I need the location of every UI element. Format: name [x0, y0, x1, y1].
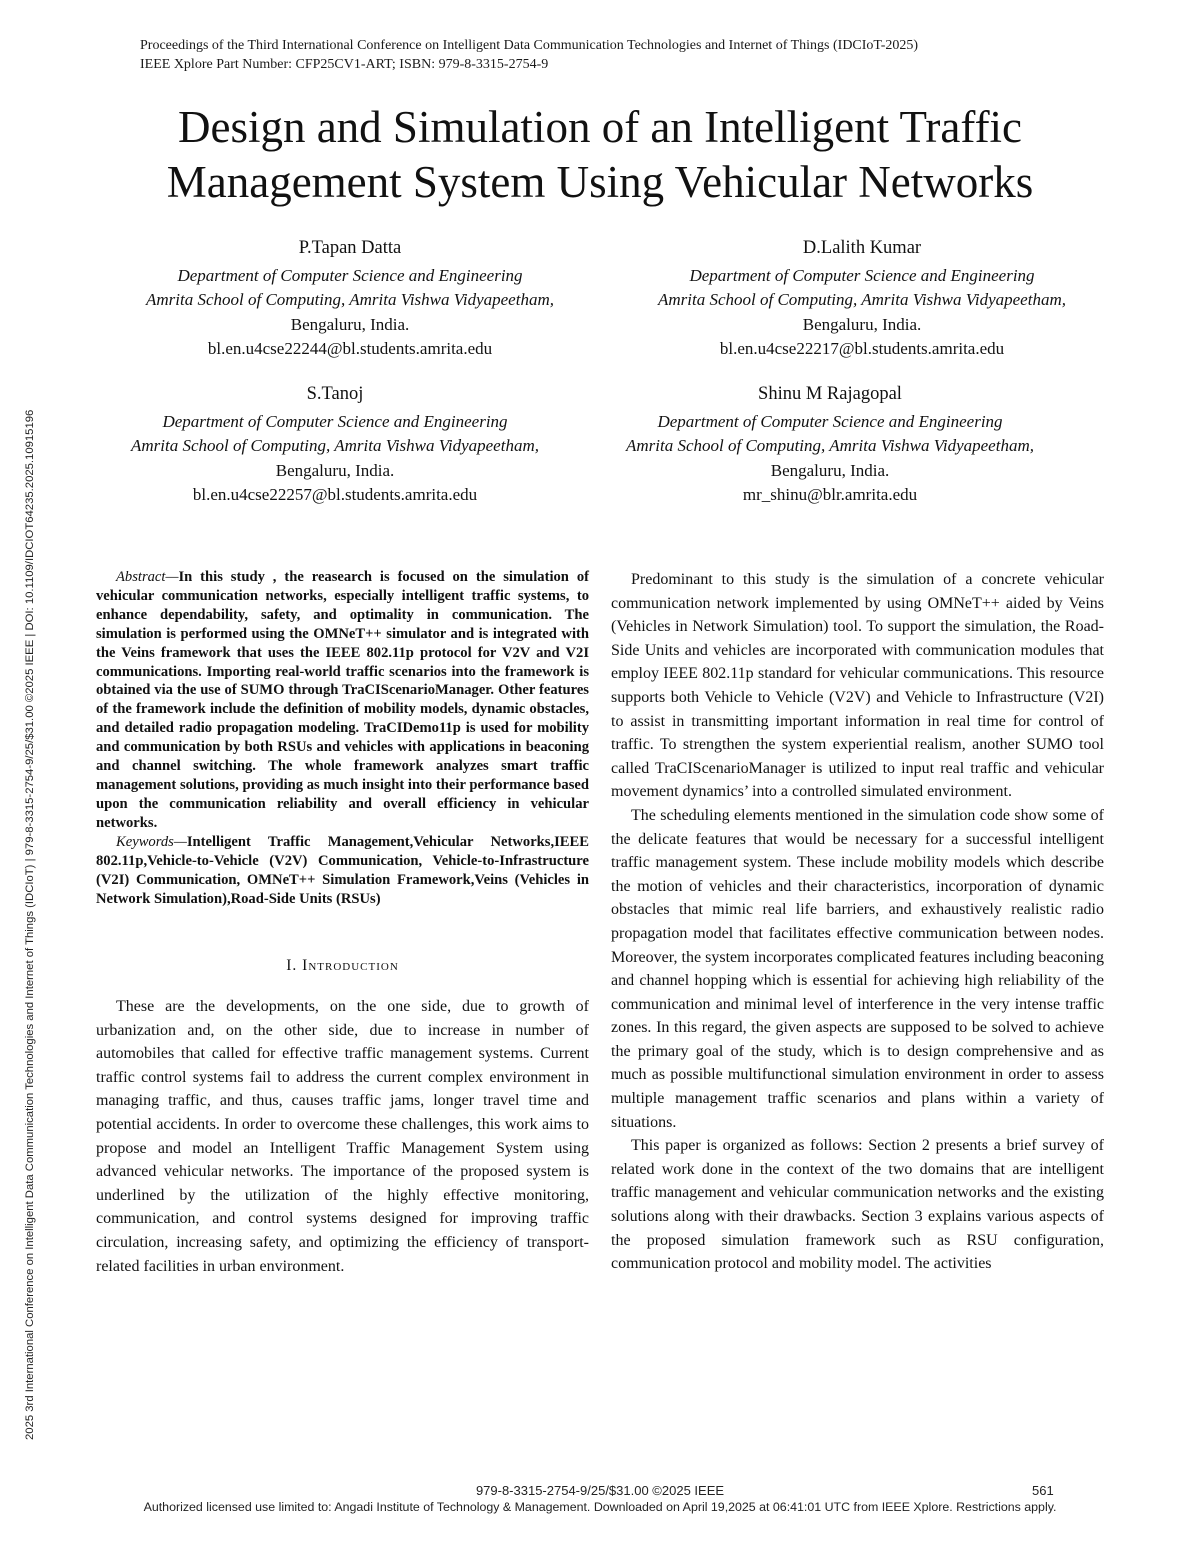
- conference-line: Proceedings of the Third International Conference on Intelligent Data Communication Technologies and Internet of Things (IDCIoT-2025): [140, 38, 919, 53]
- author-name: Shinu M Rajagopal: [758, 384, 902, 404]
- abstract: [96, 568, 589, 833]
- right-paragraph-3: This paper is organized as follows: Section 2 presents a brief survey of related work done in the context of the two domains that are intelligent traffic management and vehicular communication networks and the existing solutions along with their drawbacks. Section 3 explains various aspects of the proposed simulation framework such as RSU configuration, communication protocol and mobility model. The activities: [611, 1137, 1104, 1273]
- paper-title: [60, 100, 1140, 210]
- author-email: mr_shinu@blr.amrita.edu: [742, 485, 918, 504]
- title-line-1: Design and Simulation of an Intelligent Traffic: [177, 102, 1023, 152]
- author-school: Amrita School of Computing, Amrita Vishwa Vidyapeetham,: [146, 290, 554, 309]
- isbn-line: IEEE Xplore Part Number: CFP25CV1-ART; ISBN: 979-8-3315-2754-9: [140, 57, 549, 72]
- author-dept: Department of Computer Science and Engineering: [657, 411, 1003, 431]
- author-school: Amrita School of Computing, Amrita Vishwa Vidyapeetham,: [626, 436, 1034, 455]
- author-city: Bengaluru, India.: [770, 460, 890, 480]
- author-block-4: [570, 382, 1090, 508]
- abstract-lead: Abstract—: [116, 569, 179, 585]
- author-email: bl.en.u4cse22217@bl.students.amrita.edu: [719, 339, 1005, 358]
- author-block-2: [602, 236, 1122, 362]
- doi-sidebar: 2025 3rd International Conference on Intelligent Data Communication Technologies and Internet of Things (IDCIoT) | 979-8-3315-2754-9/25/$31.00 ©2025 IEEE | DOI: 10.1109/IDCIOT64235.2025.10915196: [24, 409, 36, 1440]
- author-city: Bengaluru, India.: [802, 314, 922, 334]
- keywords-lead: Keywords—: [116, 833, 187, 850]
- abstract-text: In this study , the reasearch is focused on the simulation of vehicular communication networks, especially intelligent traffic systems, to enhance dependability, safety, and optimality in communication. The simulation is performed using the OMNeT++ simulator and is integrated with the Veins framework that uses the IEEE 802.11p protocol for V2V and V2I communications. Importing real-world traffic scenarios into the framework is obtained via the use of SUMO through TraCIScenarioManager. Other features of the framework include the definition of mobility models, dynamic obstacles, and detailed radio propagation modeling. TraCIDemo11p is used for mobility and communication by both RSUs and vehicles with applications in beaconing and channel switching. The whole framework analyzes smart traffic management solutions, providing as much insight into their performance based upon the communication reliability and overall efficiency in vehicular networks.: [96, 569, 589, 831]
- right-paragraph-2: The scheduling elements mentioned in the simulation code show some of the delicate features that would be necessary for a successful intelligent traffic management system. These include mobility models which describe the motion of vehicles and their characteristics, incorporation of dynamic obstacles that mimic real life barriers, and exhaustively realistic radio propagation model that facilitates effective communication between nodes. Moreover, the system incorporates complicated features including beaconing and channel hopping which is essential for achieving high reliability of the communication and minimal level of interference in the very intense traffic zones. In this regard, the given aspects are supposed to be solved to achieve the primary goal of the study, which is to design comprehensive and as much as possible multifunctional simulation environment in order to assess multiple management traffic scenarios and plans within a variety of situations.: [611, 806, 1104, 1131]
- author-email: bl.en.u4cse22257@bl.students.amrita.edu: [192, 485, 478, 504]
- author-city: Bengaluru, India.: [275, 460, 395, 480]
- section-title: Introduction: [302, 956, 399, 974]
- intro-paragraph-1: These are the developments, on the one side, due to growth of urbanization and, on the other side, due to increase in number of automobiles that called for effective traffic management systems. Current traffic control systems fail to address the current complex environment in managing traffic, and thus, causes traffic jams, longer travel time and potential accidents. In order to overcome these challenges, this work aims to propose and model an Intelligent Traffic Management System using advanced vehicular networks. The importance of the proposed system is underlined by the utilization of the highly effective monitoring, communication, and control systems designed for improving traffic circulation, increasing safety, and optimizing the efficiency of transport-related facilities in urban environment.: [96, 998, 589, 1275]
- author-email: bl.en.u4cse22244@bl.students.amrita.edu: [207, 339, 493, 358]
- author-block-1: [90, 236, 610, 362]
- keywords-text: Intelligent Traffic Management,Vehicular Networks,IEEE 802.11p,Vehicle-to-Vehicle (V2V) Communication, Vehicle-to-Infrastructure (V2I) Communication, OMNeT++ Simulation Framework,Veins (Vehicles in Network Simulation),Road-Side Units (RSUs): [96, 833, 589, 908]
- author-name: D.Lalith Kumar: [802, 238, 922, 258]
- author-name: P.Tapan Datta: [298, 238, 402, 258]
- author-dept: Department of Computer Science and Engineering: [689, 265, 1035, 285]
- section-number: I.: [286, 956, 298, 974]
- right-paragraph-1: Predominant to this study is the simulation of a concrete vehicular communication network implemented by using OMNeT++ aided by Veins (Vehicles in Network Simulation) tool. To support the simulation, the Road-Side Units and vehicles are incorporated with communication modules that employ IEEE 802.11p standard for vehicular communications. This resource supports both Vehicle to Vehicle (V2V) and Vehicle to Infrastructure (V2I) to assist in transmitting important information in real time for control of traffic. To strengthen the system experiential realism, another SUMO tool called TraCIScenarioManager is utilized to input real traffic and vehicular movement dynamics’ into a controlled simulated environment.: [611, 571, 1104, 801]
- author-block-3: [75, 382, 595, 508]
- author-dept: Department of Computer Science and Engineering: [162, 411, 508, 431]
- page-number: 561: [1032, 1483, 1054, 1498]
- footer-license: Authorized licensed use limited to: Angadi Institute of Technology & Management. Downloaded on April 19,2025 at 06:41:01 UTC from IEEE Xplore. Restrictions apply.: [143, 1500, 1057, 1514]
- author-school: Amrita School of Computing, Amrita Vishwa Vidyapeetham,: [658, 290, 1066, 309]
- author-dept: Department of Computer Science and Engineering: [177, 265, 523, 285]
- left-column: [96, 568, 589, 1278]
- title-line-2: Management System Using Vehicular Networks: [166, 157, 1034, 207]
- author-school: Amrita School of Computing, Amrita Vishwa Vidyapeetham,: [131, 436, 539, 455]
- right-column: [611, 568, 1104, 1276]
- author-city: Bengaluru, India.: [290, 314, 410, 334]
- section-heading-introduction: [96, 954, 589, 978]
- keywords: [96, 833, 589, 910]
- footer-copyright: 979-8-3315-2754-9/25/$31.00 ©2025 IEEE: [475, 1483, 725, 1498]
- conference-header: [140, 36, 1080, 74]
- author-name: S.Tanoj: [306, 384, 364, 404]
